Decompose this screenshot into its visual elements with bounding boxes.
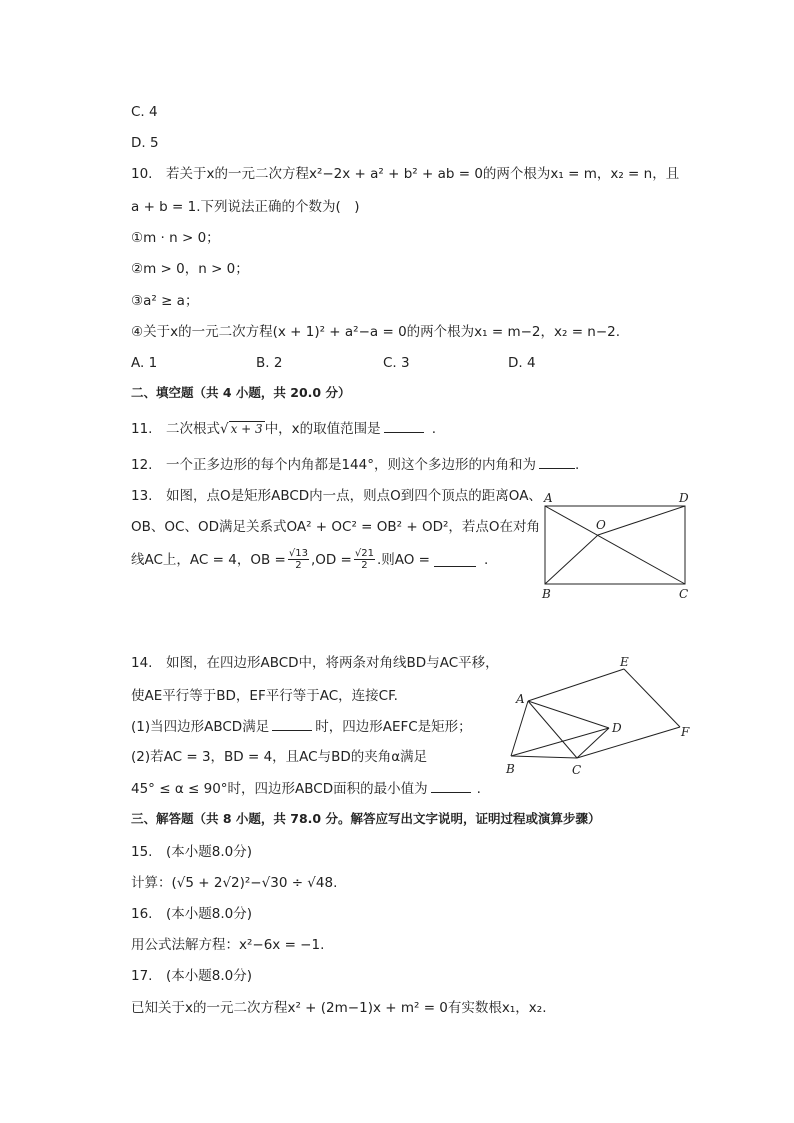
label-d: D [612,721,622,735]
q13-end: . [484,551,489,568]
q13-line2: OB、OC、OD满足关系式OA² + OC² = OB² + OD²，若点O在对角 [131,519,541,535]
q14-line3b: 时，四边形AEFC是矩形； [315,719,472,735]
q10-statement-4: ④关于x的一元二次方程(x + 1)² + a²−a = 0的两个根为x₁ = m−2，x₂ = n−2. [131,324,621,340]
section-3-title: 三、解答题（共 8 小题，共 78.0 分。解答应写出文字说明，证明过程或演算步骤） [131,811,601,826]
q14-line1: 14. 如图，在四边形ABCD中，将两条对角线BD与AC平移， [131,655,499,671]
q17-body: 已知关于x的一元二次方程x² + (2m−1)x + m² = 0有实数根x₁，x₂. [131,1000,547,1016]
diagonal-ac [545,506,685,584]
segment-od [598,506,685,535]
q14-answer-blank-2[interactable] [431,778,471,793]
segment-ab [511,701,528,756]
option-c: C. 4 [131,104,158,120]
q10-option-a: A. 1 [131,355,158,371]
segment-ae [528,669,624,701]
q16-head: 16. (本小题8.0分) [131,906,252,922]
q11 [131,418,436,439]
segment-bc [511,756,577,758]
label-a: A [516,692,525,706]
q11-radicand: x + 3 [230,422,263,436]
q11-end: . [431,421,436,437]
label-d: D [679,491,689,505]
label-b: B [542,587,551,601]
q11-text: 11. 二次根式 [131,421,220,437]
q14-quadrilateral-figure [502,654,702,779]
q14-line5a: 45° ≤ α ≤ 90°时，四边形ABCD面积的最小值为 [131,781,428,797]
q11-rest: 中，x的取值范围是 [264,421,381,437]
q11-answer-blank[interactable] [384,418,424,433]
segment-ef [624,669,680,727]
q12-text: 12. 一个正多边形的每个内角都是144°，则这个多边形的内角和为 [131,457,536,473]
q13-rectangle-figure [536,488,696,603]
label-e: E [620,655,629,669]
q12-end: . [575,457,580,473]
label-b: B [506,762,515,776]
q10-statement-1: ①m · n > 0； [131,230,220,246]
q10-statement-2: ②m > 0，n > 0； [131,261,249,277]
od-fraction [354,548,375,571]
q14-answer-blank-1[interactable] [272,716,312,731]
q12 [131,454,579,475]
option-d: D. 5 [131,135,159,151]
q14-line4: (2)若AC = 3，BD = 4，且AC与BD的夹角α满足 [131,749,428,765]
q16-body: 用公式法解方程：x²−6x = −1. [131,937,325,953]
q10-line1: 10. 若关于x的一元二次方程x²−2x + a² + b² + ab = 0的两个根为x₁ = m，x₂ = n，且 [131,166,680,182]
q15-body: 计算：(√5 + 2√2)²−√30 ÷ √48. [131,875,338,891]
ob-numerator: √13 [288,548,308,559]
ob-fraction [288,548,309,571]
q10-option-b: B. 2 [256,355,283,371]
od-denominator: 2 [361,560,368,571]
q15-head: 15. (本小题8.0分) [131,844,252,860]
q14-line3 [131,716,472,737]
q13-line3a: 线AC上，AC = 4，OB = [131,551,286,568]
q13-line3 [131,548,488,571]
label-c: C [679,587,689,601]
label-c: C [572,763,582,777]
q10-option-c: C. 3 [383,355,410,371]
section-2-title: 二、填空题（共 4 小题，共 20.0 分） [131,385,351,400]
sqrt-symbol: √ [219,421,229,437]
segment-fc [577,727,680,758]
q14-line2: 使AE平行等于BD，EF平行等于AC，连接CF. [131,688,398,704]
od-numerator: √21 [354,548,374,559]
segment-ob [545,535,598,584]
label-f: F [681,725,690,739]
q13-line3b: .则AO = [376,551,430,568]
q14-line3a: (1)当四边形ABCD满足 [131,719,270,735]
q10-option-d: D. 4 [508,355,536,371]
label-o: O [596,518,606,532]
q10-line2: a + b = 1.下列说法正确的个数为( ) [131,199,360,215]
label-a: A [544,491,553,505]
q10-statement-3: ③a² ≥ a； [131,293,199,309]
q14-line5 [131,778,481,799]
q14-end: . [476,781,481,797]
ob-denominator: 2 [295,560,302,571]
q17-head: 17. (本小题8.0分) [131,968,252,984]
q13-line1: 13. 如图，点O是矩形ABCD内一点，则点O到四个顶点的距离OA、 [131,488,542,504]
q13-answer-blank[interactable] [434,552,476,567]
q13-mid: ,OD = [310,551,352,568]
q12-answer-blank[interactable] [539,454,575,469]
